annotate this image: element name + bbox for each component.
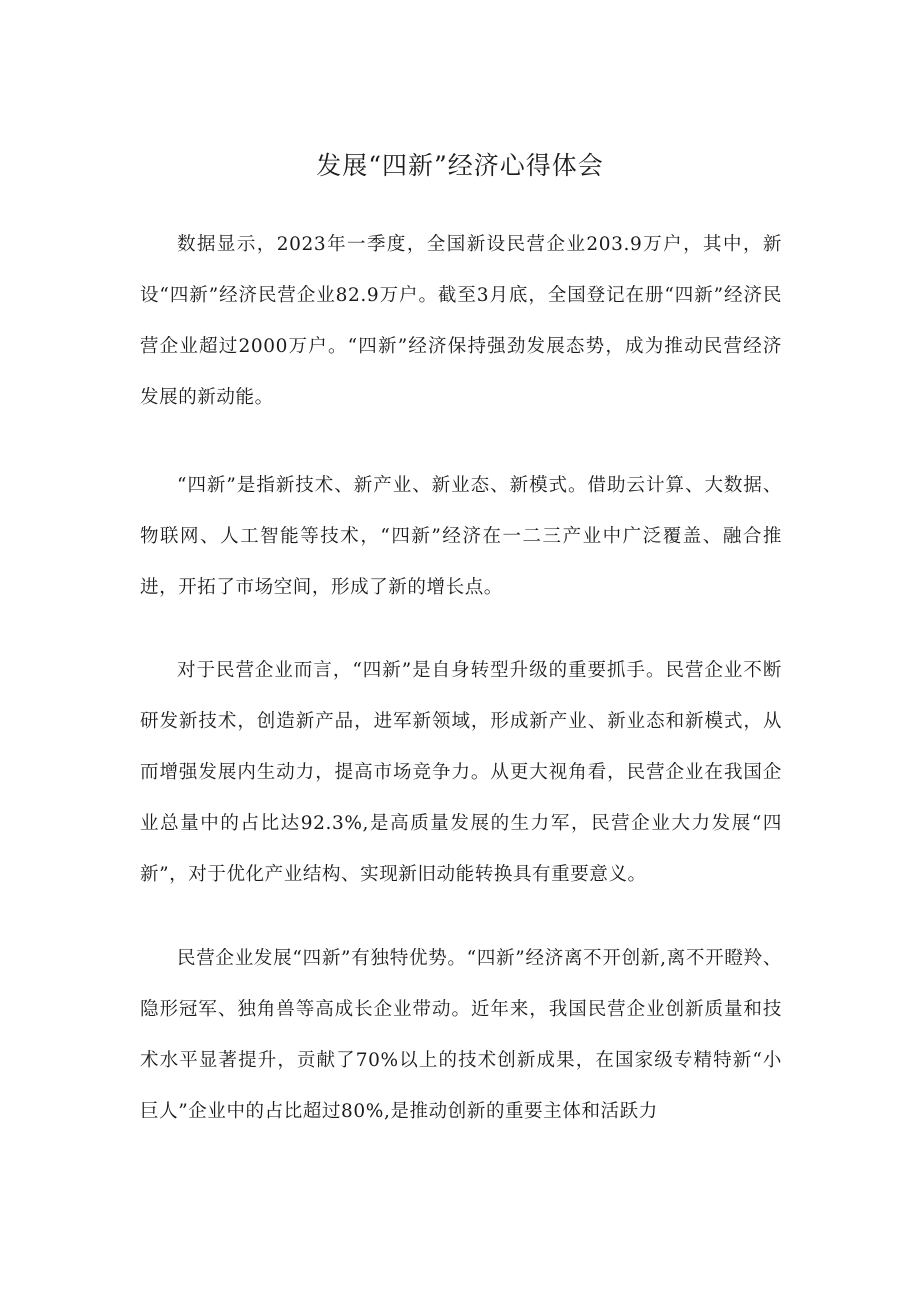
document-title: 发展“四新”经济心得体会 <box>316 151 604 180</box>
paragraph-2: “四新”是指新技术、新产业、新业态、新模式。借助云计算、大数据、物联网、人工智能等技术，“四新”经济在一二三产业中广泛覆盖、融合推进，开拓了市场空间，形成了新的增长点。 <box>140 475 782 598</box>
paragraph-3: 对于民营企业而言，“四新”是自身转型升级的重要抓手。民营企业不断研发新技术，创造新产品，进军新领域，形成新产业、新业态和新模式，从而增强发展内生动力，提高市场竞争力。从更大视角看，民营企业在我国企业总量中的占比达92.3%,是高质量发展的生力军，民营企业大力发展“四新”，对于优化产业结构、实现新旧动能转换具有重要意义。 <box>140 660 782 885</box>
paragraph-1: 数据显示，2023年一季度，全国新设民营企业203.9万户，其中，新设“四新”经济民营企业82.9万户。截至3月底，全国登记在册“四新”经济民营企业超过2000万户。“四新”经济保持强劲发展态势，成为推动民营经济发展的新动能。 <box>140 234 782 408</box>
paragraph-4: 民营企业发展“四新”有独特优势。“四新”经济离不开创新,离不开瞪羚、隐形冠军、独角兽等高成长企业带动。近年来，我国民营企业创新质量和技术水平显著提升，贡献了70%以上的技术创新成果，在国家级专精特新“小巨人”企业中的占比超过80%,是推动创新的重要主体和活跃力 <box>140 948 782 1122</box>
